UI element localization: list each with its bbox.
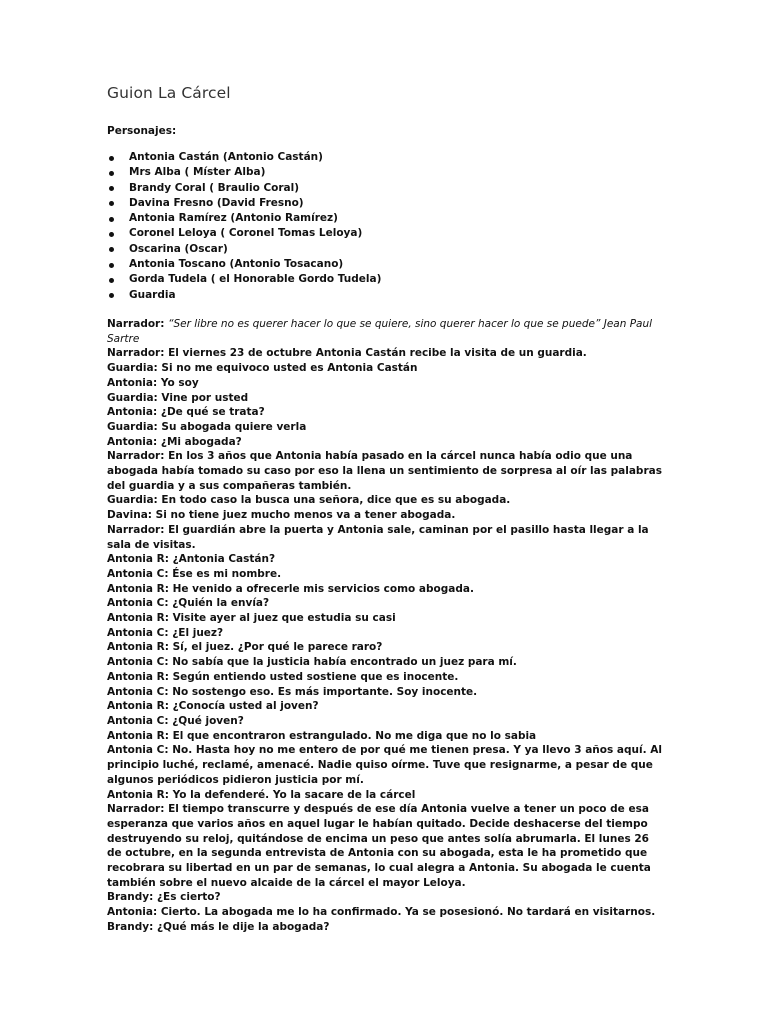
bullet-icon bbox=[109, 293, 114, 298]
bullet-icon bbox=[109, 201, 114, 206]
dialogue-line: Davina: Si no tiene juez mucho menos va a tener abogada. bbox=[107, 509, 456, 522]
epigraph-speaker: Narrador: bbox=[107, 318, 165, 330]
dialogue-line: Antonia C: No sostengo eso. Es más importante. Soy inocente. bbox=[107, 685, 478, 698]
dialogue-line: Antonia: ¿Mi abogada? bbox=[107, 435, 242, 448]
dialogue-line: Antonia C: No sabía que la justicia había encontrado un juez para mí. bbox=[107, 656, 517, 669]
dialogue-line: Antonia R: Sí, el juez. ¿Por qué le parece raro? bbox=[107, 641, 383, 654]
bullet-icon bbox=[109, 156, 114, 161]
list-item bbox=[107, 242, 381, 257]
dialogue-line: Guardia: En todo caso la busca una señora, dice que es su abogada. bbox=[107, 494, 511, 507]
dialogue-line: Antonia C: ¿Qué joven? bbox=[107, 714, 244, 727]
dialogue-line: Antonia R: ¿Antonia Castán? bbox=[107, 553, 276, 566]
dialogue-line: Antonia C: Ése es mi nombre. bbox=[107, 567, 282, 580]
dialogue-line: Antonia C: ¿El juez? bbox=[107, 626, 224, 639]
dialogue-line: Antonia C: No. Hasta hoy no me entero de por qué me tienen presa. Y ya llevo 3 años aquí. Al principio luché, reclamé, amenacé. Nadie quiso oírme. Tuve que resignarme, a pesar de que algunos periódicos pidieron justicia por mí. bbox=[107, 744, 662, 786]
list-item bbox=[107, 181, 381, 196]
dialogue-line: Narrador: En los 3 años que Antonia había pasado en la cárcel nunca había odio que una abogada había tomado su caso por eso la llena un sentimiento de sorpresa al oír las palabras del guardia y a sus compañeras también. bbox=[107, 450, 662, 492]
dialogue-line: Antonia R: El que encontraron estrangulado. No me diga que no lo sabia bbox=[107, 729, 537, 742]
dialogue-line: Antonia: Cierto. La abogada me lo ha confirmado. Ya se posesionó. No tardará en visitarnos. bbox=[107, 906, 656, 919]
dialogue-line: Antonia R: ¿Conocía usted al joven? bbox=[107, 700, 319, 713]
dialogue-line: Antonia R: Yo la defenderé. Yo la sacare de la cárcel bbox=[107, 788, 416, 801]
list-item bbox=[107, 226, 381, 241]
characters-heading: Personajes: bbox=[107, 125, 177, 137]
dialogue-line: Guardia: Vine por usted bbox=[107, 391, 249, 404]
dialogue-line: Antonia R: Visite ayer al juez que estudia su casi bbox=[107, 612, 396, 625]
dialogue-line: Antonia R: He venido a ofrecerle mis servicios como abogada. bbox=[107, 582, 474, 595]
list-item bbox=[107, 272, 381, 287]
list-item bbox=[107, 165, 381, 180]
bullet-icon bbox=[109, 232, 114, 237]
characters-list bbox=[107, 150, 381, 303]
character-name: Brandy Coral ( Braulio Coral) bbox=[129, 181, 300, 194]
dialogue-line: Guardia: Si no me equivoco usted es Antonia Castán bbox=[107, 362, 418, 375]
dialogue-line: Antonia C: ¿Quién la envía? bbox=[107, 597, 270, 610]
list-item bbox=[107, 150, 381, 165]
dialogue-line: Narrador: El viernes 23 de octubre Antonia Castán recibe la visita de un guardia. bbox=[107, 347, 587, 360]
character-name: Guardia bbox=[129, 288, 176, 301]
list-item bbox=[107, 257, 381, 272]
dialogue-line: Antonia R: Según entiendo usted sostiene que es inocente. bbox=[107, 670, 459, 683]
bullet-icon bbox=[109, 171, 114, 176]
list-item bbox=[107, 288, 381, 303]
character-name: Oscarina (Oscar) bbox=[129, 242, 228, 255]
script-body bbox=[107, 317, 662, 935]
character-name: Mrs Alba ( Míster Alba) bbox=[129, 166, 266, 179]
bullet-icon bbox=[109, 263, 114, 268]
bullet-icon bbox=[109, 217, 114, 222]
dialogue-line: Narrador: El guardián abre la puerta y Antonia sale, caminan por el pasillo hasta llegar a la sala de visitas. bbox=[107, 523, 649, 551]
character-name: Antonia Ramírez (Antonio Ramírez) bbox=[129, 212, 338, 225]
bullet-icon bbox=[109, 278, 114, 283]
character-name: Gorda Tudela ( el Honorable Gordo Tudela) bbox=[129, 273, 382, 286]
dialogue-line: Guardia: Su abogada quiere verla bbox=[107, 420, 307, 433]
bullet-icon bbox=[109, 186, 114, 191]
list-item bbox=[107, 196, 381, 211]
dialogue-line: Brandy: ¿Es cierto? bbox=[107, 891, 221, 904]
dialogue-line: Narrador: El tiempo transcurre y después de ese día Antonia vuelve a tener un poco de esa esperanza que varios años en aquel lugar le habían quitado. Decide deshacerse del tiempo destruyendo su reloj, quitándose de encima un peso que antes solía abrumarla. El lunes 26 de octubre, en la segunda entrevista de Antonia con su abogada, esta le ha prometido que recobrara su libertad en un par de semanas, lo cual alegra a Antonia. Su abogada le cuenta también sobre el nuevo alcaide de la cárcel el mayor Leloya. bbox=[107, 803, 651, 889]
epigraph-line bbox=[107, 317, 662, 346]
character-name: Coronel Leloya ( Coronel Tomas Leloya) bbox=[129, 227, 363, 240]
character-name: Antonia Toscano (Antonio Tosacano) bbox=[129, 258, 344, 271]
character-name: Antonia Castán (Antonio Castán) bbox=[129, 151, 323, 163]
list-item bbox=[107, 211, 381, 226]
character-name: Davina Fresno (David Fresno) bbox=[129, 196, 304, 209]
dialogue-line: Brandy: ¿Qué más le dije la abogada? bbox=[107, 920, 330, 933]
dialogue-line: Antonia: ¿De qué se trata? bbox=[107, 406, 265, 419]
bullet-icon bbox=[109, 247, 114, 252]
epigraph-quote: “Ser libre no es querer hacer lo que se quiere, sino querer hacer lo que se puede” Jean Paul Sartre bbox=[107, 318, 653, 345]
document-title: Guion La Cárcel bbox=[107, 84, 231, 102]
dialogue-line: Antonia: Yo soy bbox=[107, 376, 199, 389]
